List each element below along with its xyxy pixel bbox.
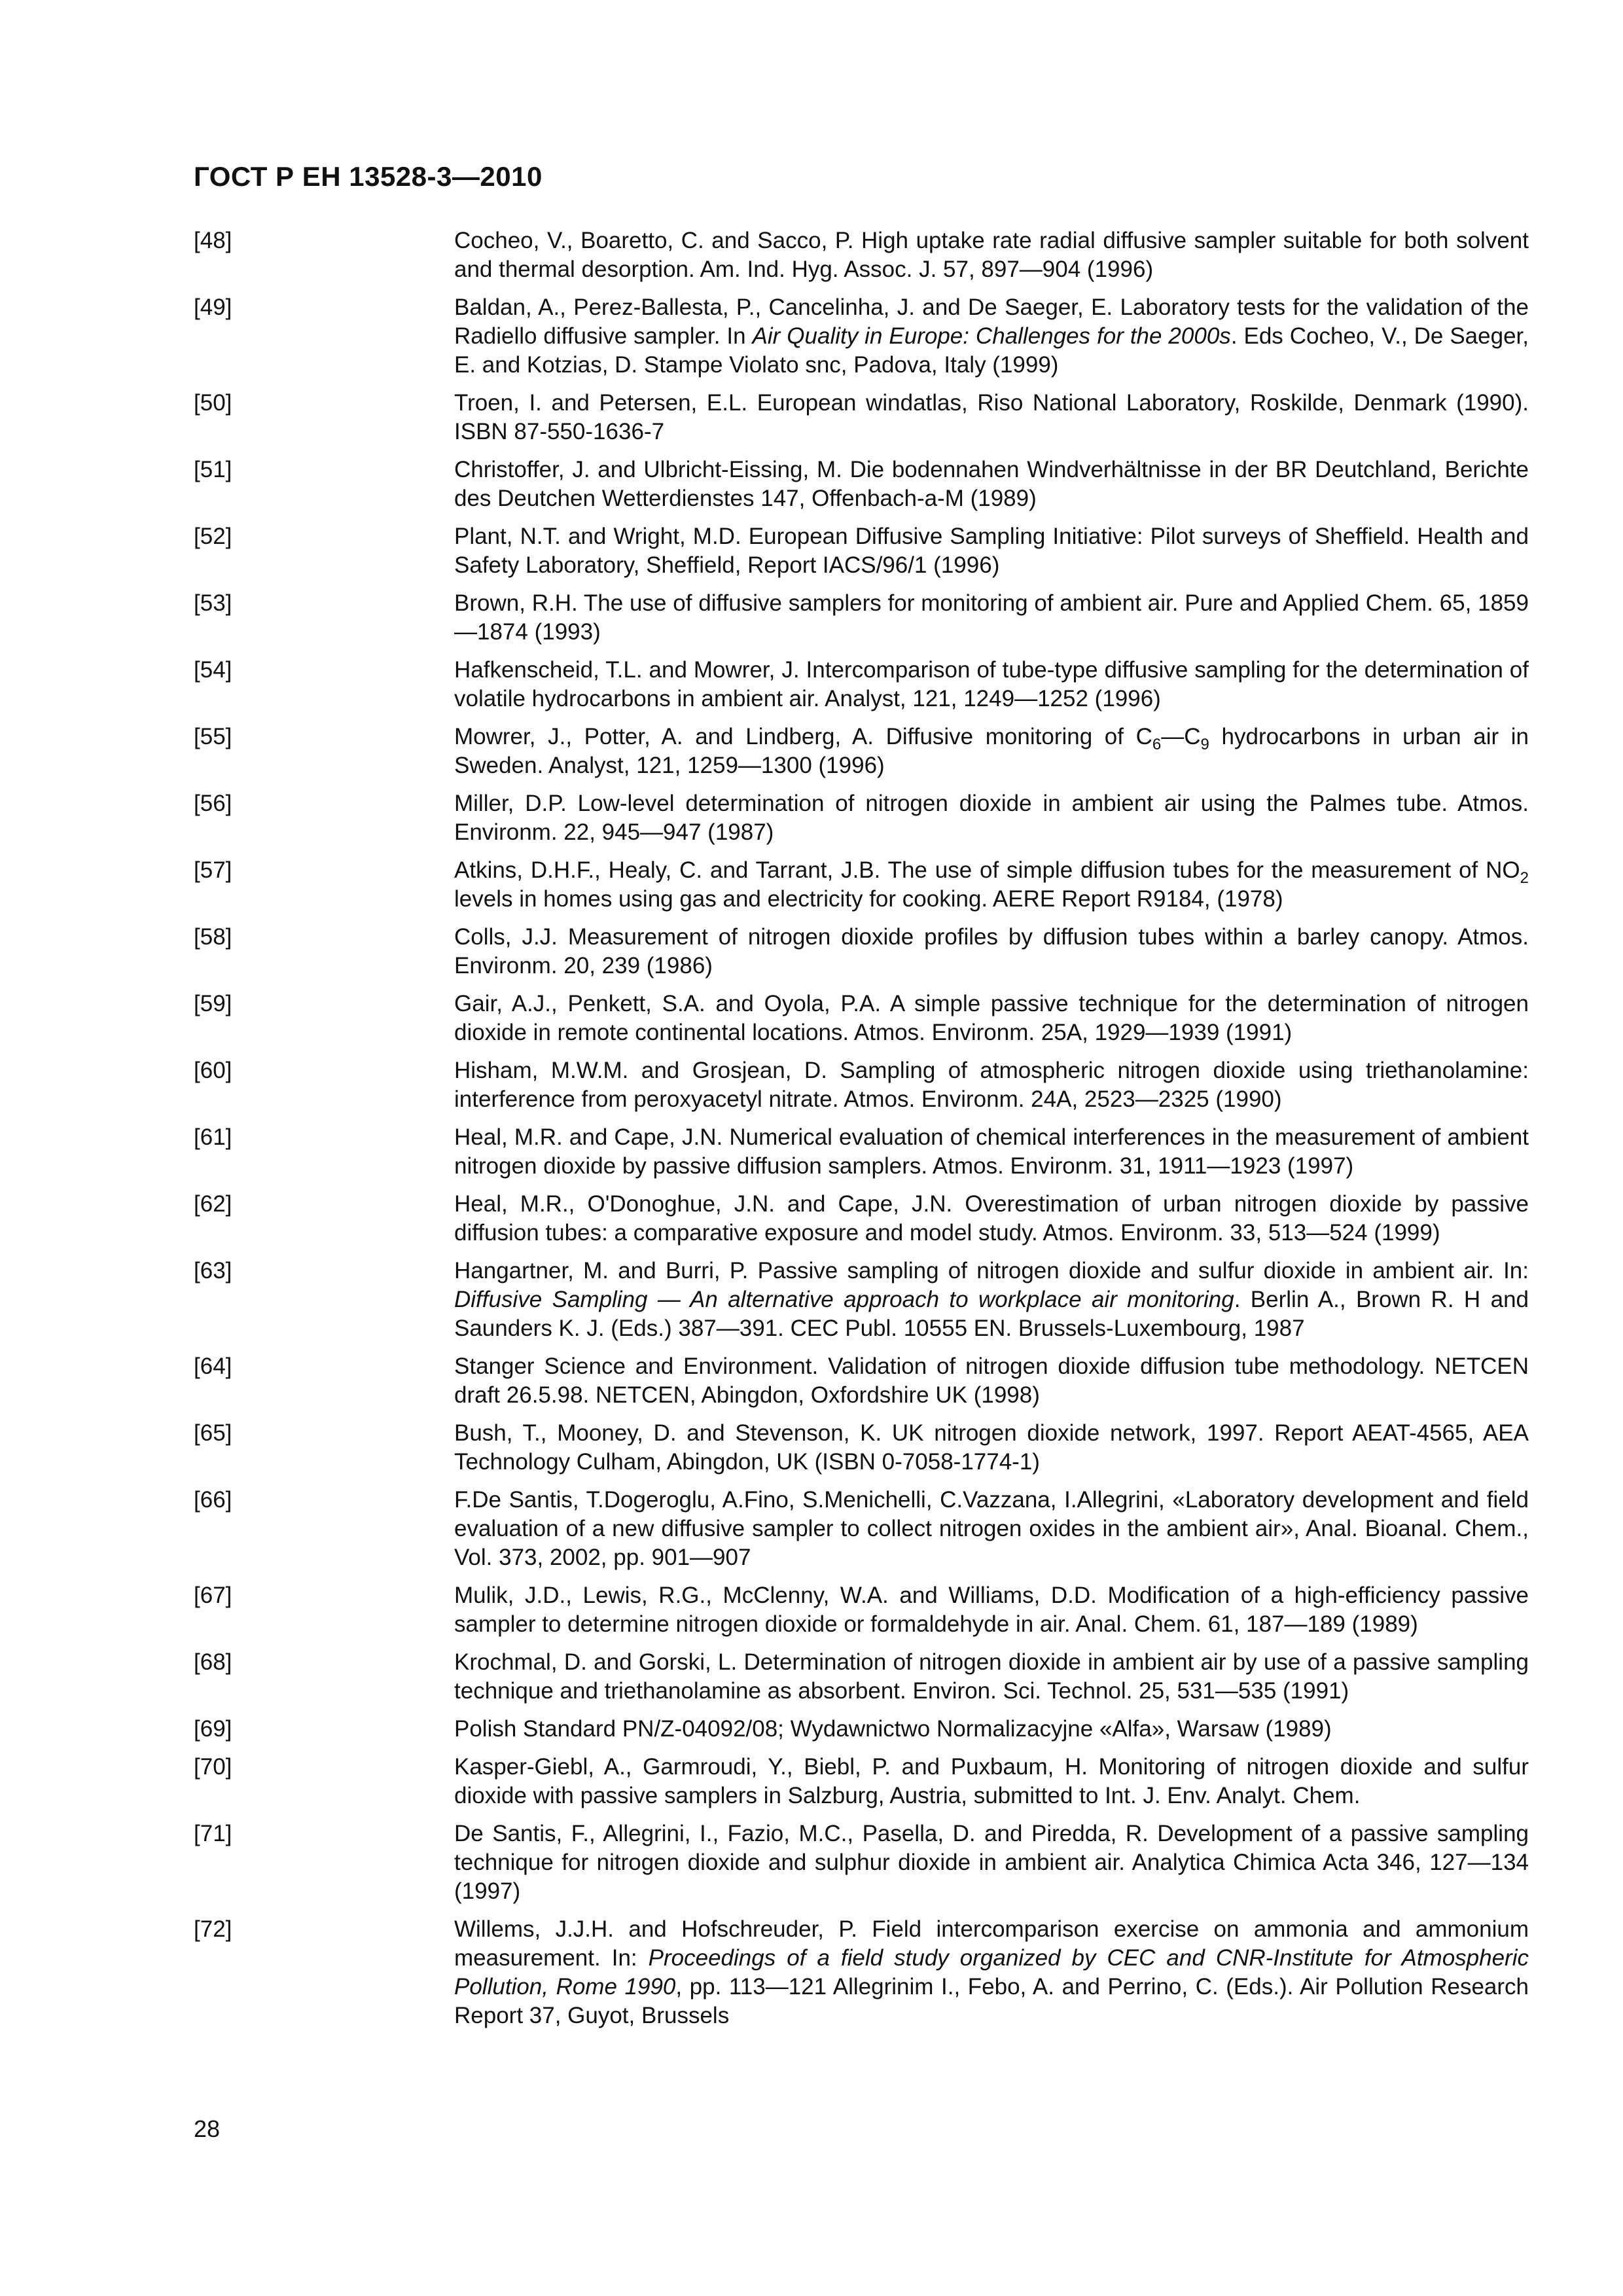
reference-number: [67] xyxy=(194,1583,232,1608)
reference-text-run: . Berlin A., Brown R. H and Saunders K. J. (Eds.) 387—391. CEC Publ. 10555 EN. Brussels-Luxembourg, 1987 xyxy=(454,1287,1529,1341)
reference-number: [50] xyxy=(194,390,232,416)
reference-entry xyxy=(194,589,1529,647)
reference-text xyxy=(454,1190,1529,1247)
reference-number: [56] xyxy=(194,791,232,816)
reference-text xyxy=(454,293,1529,380)
reference-text xyxy=(454,990,1529,1047)
reference-number: [57] xyxy=(194,857,232,883)
reference-text xyxy=(454,589,1529,647)
reference-entry xyxy=(194,1419,1529,1477)
reference-text xyxy=(454,1352,1529,1410)
reference-entry xyxy=(194,1753,1529,1810)
reference-text-run: Krochmal, D. and Gorski, L. Determination of nitrogen dioxide in ambient air by use of a passive sampling technique and triethanolamine as absorbent. Environ. Sci. Technol. 25, 531—535 (1991) xyxy=(454,1649,1529,1704)
italic-title: Diffusive Sampling — An alternative approach to workplace air monitoring xyxy=(454,1287,1234,1312)
reference-list xyxy=(194,226,1529,2039)
reference-text xyxy=(454,1915,1529,2030)
reference-number: [66] xyxy=(194,1487,232,1513)
reference-entry xyxy=(194,656,1529,713)
reference-text-run: Heal, M.R. and Cape, J.N. Numerical evaluation of chemical interferences in the measurement of ambient nitrogen dioxide by passive diffusion samplers. Atmos. Environm. 31, 1911—1923 (1997) xyxy=(454,1124,1529,1179)
document-header: ГОСТ Р ЕН 13528-3—2010 xyxy=(194,161,543,192)
reference-text xyxy=(454,1753,1529,1810)
reference-text-run: Plant, N.T. and Wright, M.D. European Diffusive Sampling Initiative: Pilot surveys of Sheffield. Health and Safety Laboratory, Sheffield, Report IACS/96/1 (1996) xyxy=(454,524,1529,578)
reference-text-run: Bush, T., Mooney, D. and Stevenson, K. UK nitrogen dioxide network, 1997. Report AEAT-4565, AEA Technology Culham, Abingdon, UK (ISBN 0-7058-1774-1) xyxy=(454,1420,1529,1475)
reference-text-run: , pp. 113—121 Allegrinim I., Febo, A. and Perrino, C. (Eds.). Air Pollution Research Report 37, Guyot, Brussels xyxy=(454,1974,1529,2028)
reference-entry xyxy=(194,1820,1529,1906)
reference-number: [63] xyxy=(194,1258,232,1283)
reference-text-run: Hisham, M.W.M. and Grosjean, D. Sampling of atmospheric nitrogen dioxide using triethanolamine: interference from peroxyacetyl nitrate. Atmos. Environm. 24A, 2523—2325 (1990) xyxy=(454,1058,1529,1112)
reference-text-run: Stanger Science and Environment. Validation of nitrogen dioxide diffusion tube methodology. NETCEN draft 26.5.98. NETCEN, Abingdon, Oxfordshire UK (1998) xyxy=(454,1354,1529,1408)
reference-text xyxy=(454,656,1529,713)
reference-entry xyxy=(194,293,1529,380)
italic-title: Proceedings of a field study organized by CEC and CNR-Institute for Atmospheric Pollution, Rome 1990 xyxy=(454,1945,1529,2000)
reference-text-run: Miller, D.P. Low-level determination of nitrogen dioxide in ambient air using the Palmes tube. Atmos. Environm. 22, 945—947 (1987) xyxy=(454,791,1529,845)
reference-text xyxy=(454,1648,1529,1706)
subscript: 2 xyxy=(1520,869,1529,887)
reference-text xyxy=(454,456,1529,513)
reference-text xyxy=(454,723,1529,780)
subscript: 6 xyxy=(1152,736,1162,753)
page-number: 28 xyxy=(194,2115,221,2142)
reference-number: [51] xyxy=(194,457,232,482)
reference-entry xyxy=(194,856,1529,914)
reference-text-run: Brown, R.H. The use of diffusive samplers for monitoring of ambient air. Pure and Applied Chem. 65, 1859—1874 (1993) xyxy=(454,590,1529,645)
reference-text xyxy=(454,522,1529,580)
reference-text xyxy=(454,1581,1529,1639)
reference-entry xyxy=(194,389,1529,446)
reference-text-run: Heal, M.R., O'Donoghue, J.N. and Cape, J.N. Overestimation of urban nitrogen dioxide by passive diffusion tubes: a comparative exposure and model study. Atmos. Environm. 33, 513—524 (1999) xyxy=(454,1191,1529,1246)
reference-number: [69] xyxy=(194,1716,232,1742)
reference-text xyxy=(454,1123,1529,1181)
reference-entry xyxy=(194,990,1529,1047)
reference-text-run: F.De Santis, T.Dogeroglu, A.Fino, S.Menichelli, C.Vazzana, I.Allegrini, «Laboratory development and field evaluation of a new diffusive sampler to collect nitrogen oxides in the ambient air», Anal. Bioanal. Chem., Vol. 373, 2002, pp. 901—907 xyxy=(454,1487,1529,1570)
reference-number: [68] xyxy=(194,1649,232,1675)
reference-text-run: Kasper-Giebl, A., Garmroudi, Y., Biebl, P. and Puxbaum, H. Monitoring of nitrogen dioxide and sulfur dioxide with passive samplers in Salzburg, Austria, submitted to Int. J. Env. Analyt. Chem. xyxy=(454,1754,1529,1808)
reference-text xyxy=(454,1486,1529,1572)
reference-number: [65] xyxy=(194,1420,232,1446)
reference-entry xyxy=(194,1648,1529,1706)
reference-entry xyxy=(194,456,1529,513)
reference-text xyxy=(454,226,1529,284)
reference-entry xyxy=(194,789,1529,847)
reference-text-run: Mulik, J.D., Lewis, R.G., McClenny, W.A. and Williams, D.D. Modification of a high-efficiency passive sampler to determine nitrogen dioxide or formaldehyde in air. Anal. Chem. 61, 187—189 (1989) xyxy=(454,1583,1529,1637)
reference-text-run: hydrocarbons in urban air in Sweden. Analyst, 121, 1259—1300 (1996) xyxy=(454,724,1529,778)
reference-entry xyxy=(194,723,1529,780)
italic-title: Air Quality in Europe: Challenges for the 2000s xyxy=(752,323,1231,349)
reference-entry xyxy=(194,226,1529,284)
reference-number: [52] xyxy=(194,524,232,549)
reference-text-run: Atkins, D.H.F., Healy, C. and Tarrant, J.B. The use of simple diffusion tubes for the measurement of NO xyxy=(454,857,1520,883)
reference-number: [64] xyxy=(194,1354,232,1379)
reference-text-run: De Santis, F., Allegrini, I., Fazio, M.C., Pasella, D. and Piredda, R. Development of a passive sampling technique for nitrogen dioxide and sulphur dioxide in ambient air. Analytica Chimica Acta 346, 127—134 (1997) xyxy=(454,1821,1529,1904)
reference-number: [61] xyxy=(194,1124,232,1150)
reference-text-run: Baldan, A., Perez-Ballesta, P., Cancelinha, J. and De Saeger, E. Laboratory tests for the validation of the Radiello diffusive sampler. In xyxy=(454,295,1529,349)
reference-text-run: Mowrer, J., Potter, A. and Lindberg, A. Diffusive monitoring of C xyxy=(454,724,1152,749)
reference-text-run: Christoffer, J. and Ulbricht-Eissing, M. Die bodennahen Windverhältnisse in der BR Deutchland, Berichte des Deutchen Wetterdienstes 147, Offenbach-a-M (1989) xyxy=(454,457,1529,511)
reference-number: [58] xyxy=(194,924,232,950)
reference-number: [60] xyxy=(194,1058,232,1083)
reference-text-run: Hafkenscheid, T.L. and Mowrer, J. Intercomparison of tube-type diffusive sampling for the determination of volatile hydrocarbons in ambient air. Analyst, 121, 1249—1252 (1996) xyxy=(454,657,1529,711)
reference-text-run: levels in homes using gas and electricity for cooking. AERE Report R9184, (1978) xyxy=(454,886,1283,912)
reference-text xyxy=(454,1715,1529,1744)
reference-text xyxy=(454,923,1529,980)
reference-text-run: Cocheo, V., Boaretto, C. and Sacco, P. High uptake rate radial diffusive sampler suitable for both solvent and thermal desorption. Am. Ind. Hyg. Assoc. J. 57, 897—904 (1996) xyxy=(454,228,1529,282)
reference-entry xyxy=(194,1257,1529,1343)
reference-text xyxy=(454,1056,1529,1114)
reference-entry xyxy=(194,1352,1529,1410)
reference-text xyxy=(454,856,1529,914)
reference-text xyxy=(454,1419,1529,1477)
reference-number: [59] xyxy=(194,991,232,1016)
reference-entry xyxy=(194,1486,1529,1572)
reference-entry xyxy=(194,1581,1529,1639)
reference-text-run: —C xyxy=(1161,724,1201,749)
reference-text-run: . Eds Cocheo, V., De Saeger, E. and Kotzias, D. Stampe Violato snc, Padova, Italy (1999) xyxy=(454,323,1529,378)
reference-number: [72] xyxy=(194,1916,232,1942)
reference-text-run: Hangartner, M. and Burri, P. Passive sampling of nitrogen dioxide and sulfur dioxide in ambient air. In: xyxy=(454,1258,1529,1283)
reference-text xyxy=(454,1257,1529,1343)
reference-number: [54] xyxy=(194,657,232,683)
reference-number: [55] xyxy=(194,724,232,749)
reference-entry xyxy=(194,1915,1529,2030)
reference-text-run: Gair, A.J., Penkett, S.A. and Oyola, P.A. A simple passive technique for the determination of nitrogen dioxide in remote continental locations. Atmos. Environm. 25A, 1929—1939 (1991) xyxy=(454,991,1529,1045)
reference-number: [53] xyxy=(194,590,232,616)
reference-number: [71] xyxy=(194,1821,232,1846)
reference-text-run: Colls, J.J. Measurement of nitrogen dioxide profiles by diffusion tubes within a barley canopy. Atmos. Environm. 20, 239 (1986) xyxy=(454,924,1529,978)
reference-entry xyxy=(194,522,1529,580)
reference-entry xyxy=(194,1056,1529,1114)
reference-entry xyxy=(194,1123,1529,1181)
reference-text-run: Polish Standard PN/Z-04092/08; Wydawnictwo Normalizacyjne «Alfa», Warsaw (1989) xyxy=(454,1716,1332,1742)
reference-text-run: Troen, I. and Petersen, E.L. European windatlas, Riso National Laboratory, Roskilde, Denmark (1990). ISBN 87-550-1636-7 xyxy=(454,390,1529,444)
reference-entry xyxy=(194,1190,1529,1247)
reference-text xyxy=(454,1820,1529,1906)
reference-entry xyxy=(194,1715,1529,1744)
reference-entry xyxy=(194,923,1529,980)
subscript: 9 xyxy=(1200,736,1209,753)
reference-number: [49] xyxy=(194,295,232,320)
reference-number: [62] xyxy=(194,1191,232,1217)
reference-text xyxy=(454,789,1529,847)
reference-text-run: Willems, J.J.H. and Hofschreuder, P. Field intercomparison exercise on ammonia and ammonium measurement. In: xyxy=(454,1916,1529,1971)
reference-number: [48] xyxy=(194,228,232,253)
reference-text xyxy=(454,389,1529,446)
reference-number: [70] xyxy=(194,1754,232,1780)
